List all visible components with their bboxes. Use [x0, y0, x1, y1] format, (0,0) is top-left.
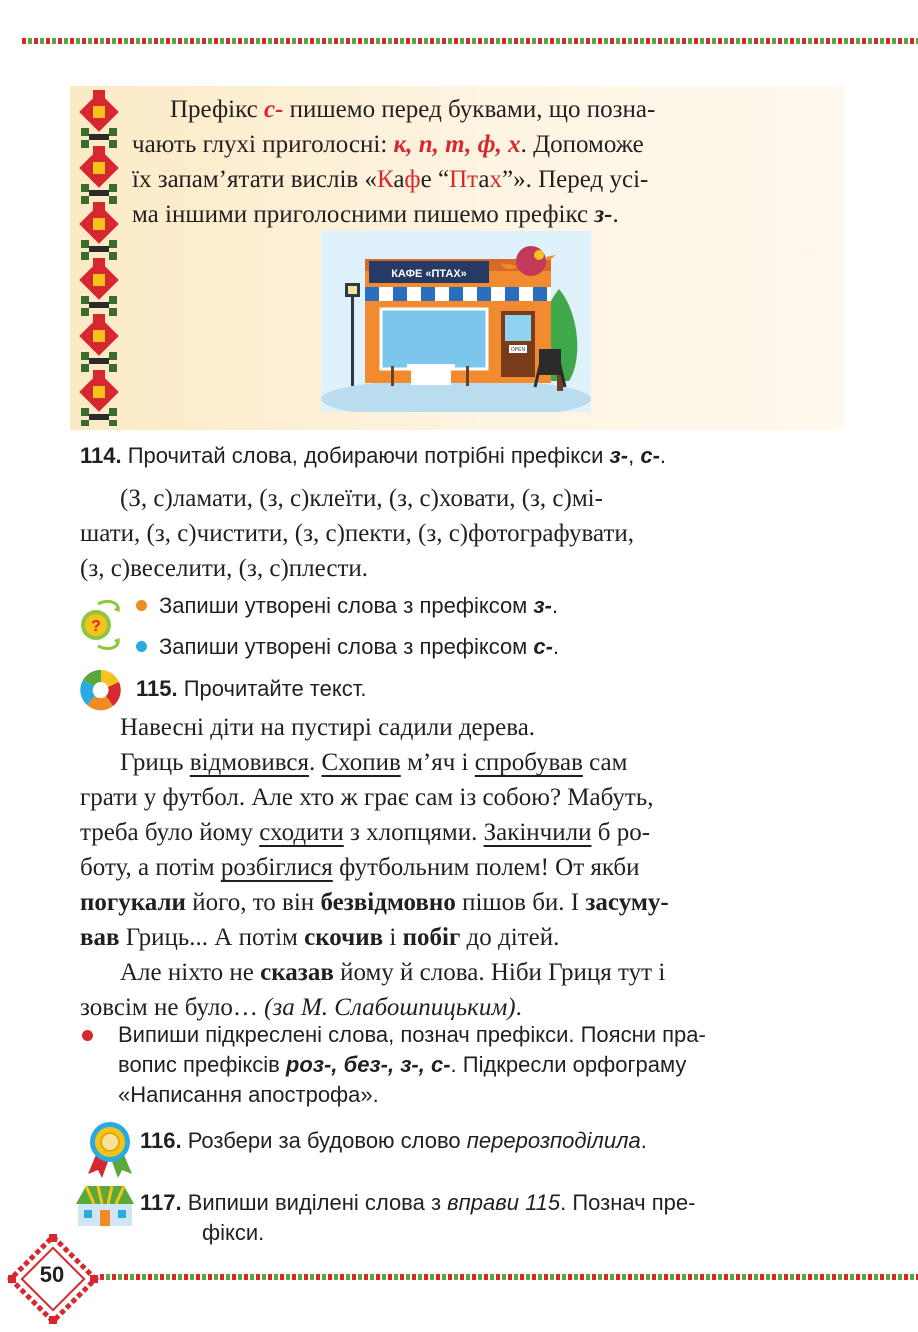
top-ornament-line [22, 38, 918, 44]
prefix-z: з- [594, 201, 613, 228]
svg-text:?: ? [91, 618, 101, 635]
medal-icon [80, 1120, 140, 1180]
blue-bullet [136, 641, 147, 652]
bottom-ornament-line [100, 1274, 918, 1280]
exercise-115-task: Випиши підкреслені слова, познач префікси. Поясни пра- вопис префіксів роз-, без-, з-, с-. Підкресли орфограму «Написання апострофа». [118, 1022, 706, 1107]
rule-text: Префікс с- пишемо перед буквами, що позна- чають глухі приголосні: к, п, т, ф, х. Допоможе їх запам’ятати вислів «Кафе “Птах”». Перед усі- ма іншими приголосними пишемо префікс з-. [132, 96, 656, 228]
cafe-sign: КАФЕ «ПТАХ» [391, 268, 467, 280]
exercise-115-instruction: 115. Прочитайте текст. [136, 676, 367, 701]
author-attribution: (за М. Слабошпицьким) [264, 994, 516, 1021]
exercise-114-words: (З, с)ламати, (з, с)клеїти, (з, с)ховати, (з, с)мі- шати, (з, с)чистити, (з, с)пекти, (з, с)фотографувати, (з, с)веселити, (з, с)плести. [80, 485, 634, 582]
door-sign: OPEN [510, 347, 526, 353]
exercise-115-text: Навесні діти на пустирі садили дерева. Гриць відмовився. Схопив м’яч і спробував сам грати у футбол. Але хто ж грає сам із собою? Мабуть, треба було йому сходити з хлопцями. Закінчили б ро- боту, а потім розбіглися футбольним полем! От якби погукали його, то він безвідмовно пішов би. І засуму- вав Гриць... А потім скочив і побіг до дітей. Але ніхто не сказав йому й слова. Ніби Гриця тут і зовсім не було… (за М. Слабошпицьким). [80, 714, 669, 1021]
question-differentiation-icon [76, 596, 122, 654]
voiceless-letters: к, п, т, ф, х [393, 131, 521, 158]
prefix-s: с- [263, 96, 284, 123]
group-work-icon [78, 668, 124, 712]
house-homework-icon [72, 1182, 138, 1228]
cafe-ptah-illustration [321, 231, 591, 412]
task-prefix-s: Запиши утворені слова з префіксом с-. [136, 632, 559, 662]
orange-bullet [136, 600, 147, 611]
page-number: 50 [39, 1262, 65, 1287]
task-prefix-z: Запиши утворені слова з префіксом з-. [136, 591, 558, 621]
red-bullet [82, 1030, 93, 1041]
exercise-116-instruction: 116. Розбери за будовою слово перерозподілила. [140, 1128, 647, 1153]
embroidery-ornament [76, 90, 122, 426]
exercise-114-instruction: 114. Прочитай слова, добираючи потрібні префікси з-, с-. [80, 443, 667, 468]
exercise-117-instruction: 117. Випиши виділені слова з вправи 115. Познач пре- фікси. [140, 1190, 696, 1245]
